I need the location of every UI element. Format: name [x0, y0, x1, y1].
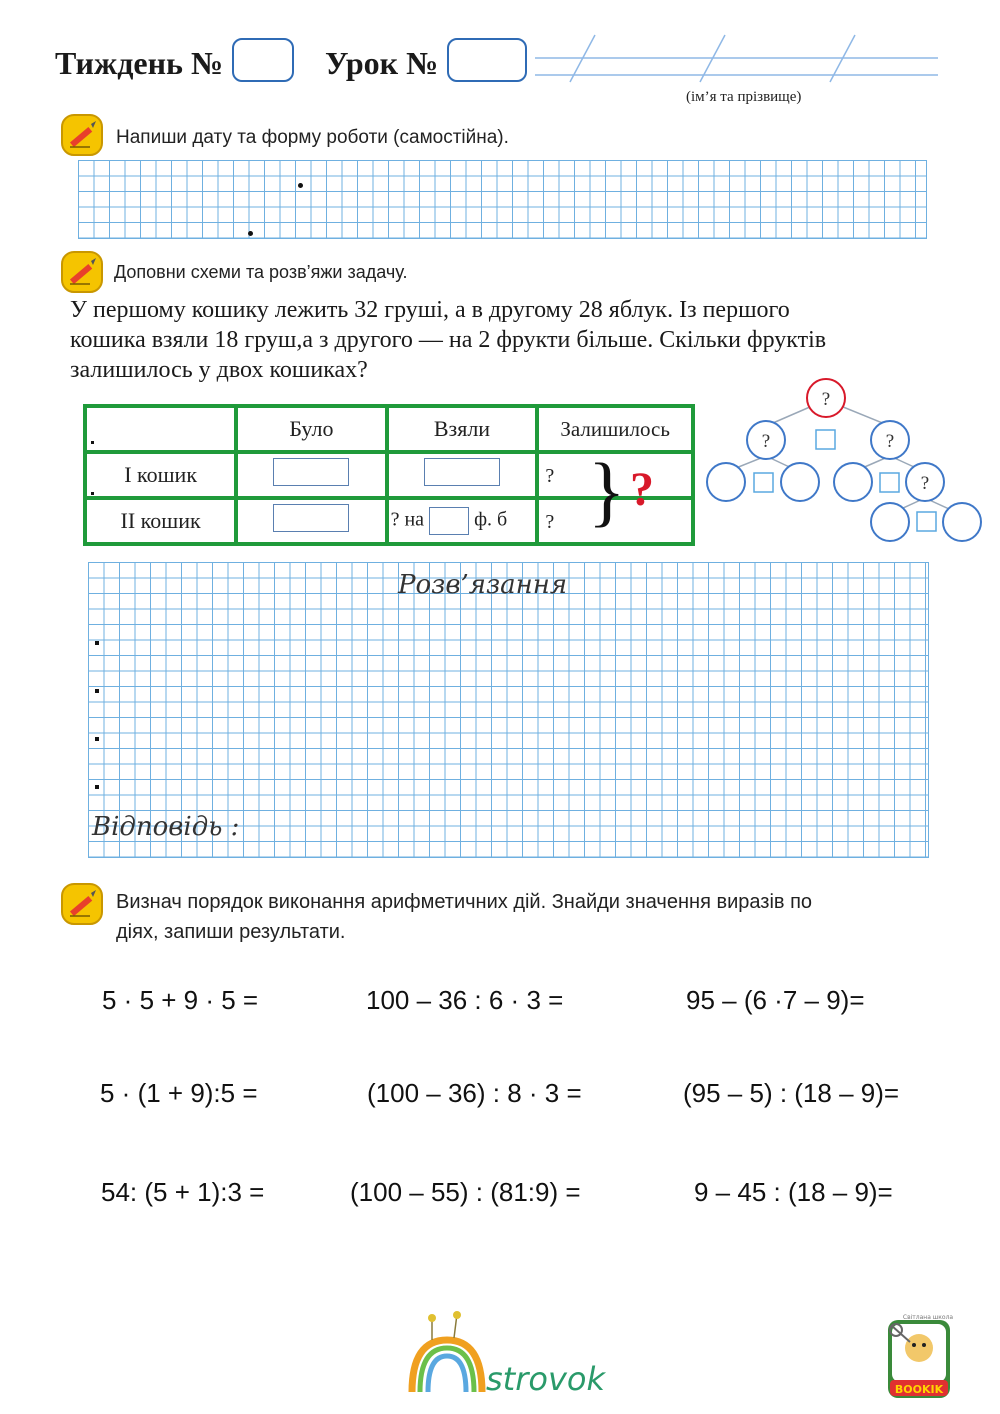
solution-title: Розв’язання	[398, 570, 568, 600]
tree-leaf[interactable]	[871, 503, 909, 541]
name-caption: (ім’я та прізвище)	[686, 89, 802, 105]
input-bulo-2[interactable]	[273, 504, 349, 532]
tree-leaf[interactable]	[943, 503, 981, 541]
input-bulo-1[interactable]	[273, 458, 349, 486]
logo-text: strovok	[486, 1360, 605, 1398]
dot	[91, 492, 94, 495]
task3-instruction-line: Визнач порядок виконання арифметичних дій. Знайди значення виразів по	[116, 891, 813, 913]
dot	[95, 641, 99, 645]
dot	[248, 231, 253, 236]
pencil-icon	[60, 250, 104, 294]
dot	[95, 737, 99, 741]
badge-caption: Світлана школа	[902, 1314, 954, 1321]
tree-op-box[interactable]	[880, 473, 899, 492]
answer-label: Відповідь :	[92, 812, 240, 842]
tree-op-box[interactable]	[754, 473, 773, 492]
bookik-badge	[884, 1312, 956, 1404]
expression: 100 – 36 : 6 · 3 =	[366, 985, 564, 1015]
tree-op-box[interactable]	[917, 512, 936, 531]
brace: }	[588, 447, 626, 534]
cell-bulo-2	[236, 498, 386, 544]
expression: 54: (5 + 1):3 =	[101, 1177, 265, 1207]
expression: 5 · 5 + 9 · 5 =	[102, 985, 259, 1015]
header-zalyshylos: Залишилось	[537, 406, 693, 452]
badge-text: BOOKIK	[894, 1383, 944, 1396]
expression: 95 – (6 ·7 – 9)=	[686, 985, 865, 1015]
cell-vzialy-2	[387, 498, 538, 544]
tree-leaf[interactable]	[834, 463, 872, 501]
tree-leaf-right-label: ?	[920, 473, 930, 494]
dot	[91, 441, 94, 444]
header-vzialy: Взяли	[387, 406, 538, 452]
tree-leaf[interactable]	[707, 463, 745, 501]
lesson-number-field[interactable]	[447, 38, 527, 82]
input-vzialy-1[interactable]	[424, 458, 500, 486]
row-label-basket-1: І кошик	[85, 452, 236, 498]
row-label-basket-2: ІІ кошик	[85, 498, 236, 544]
table-corner-cell	[85, 406, 236, 452]
taken-prefix: ? на	[390, 508, 425, 531]
input-difference[interactable]	[429, 507, 469, 535]
problem-line: У першому кошику лежить 32 груші, а в другому 28 яблук. Із першого	[70, 297, 790, 323]
task2-instruction: Доповни схеми та розв’яжи задачу.	[114, 262, 408, 282]
expression: (100 – 55) : (81:9) =	[350, 1177, 581, 1207]
task3-instruction-line: діях, запиши результати.	[116, 921, 346, 943]
tree-mid-left-label: ?	[761, 431, 771, 452]
expression: (100 – 36) : 8 · 3 =	[367, 1078, 582, 1108]
week-label: Тиждень №	[55, 45, 224, 81]
dot	[95, 785, 99, 789]
dot	[95, 689, 99, 693]
expression: 5 · (1 + 9):5 =	[100, 1078, 258, 1108]
problem-text	[70, 295, 970, 385]
left-question-1: ?	[545, 465, 555, 487]
task3-instruction	[116, 887, 812, 947]
tree-root-label: ?	[821, 389, 831, 410]
problem-line: кошика взяли 18 груш,а з другого — на 2 фрукти більше. Скільки фруктів	[70, 327, 827, 353]
tree-op-box[interactable]	[816, 430, 835, 449]
date-writing-grid[interactable]	[78, 160, 927, 239]
week-number-field[interactable]	[232, 38, 294, 82]
name-writing-lines[interactable]	[530, 30, 940, 90]
cell-bulo-1	[236, 452, 386, 498]
header-bulo: Було	[236, 406, 386, 452]
expression: 9 – 45 : (18 – 9)=	[694, 1177, 893, 1207]
pencil-icon	[60, 882, 104, 926]
expression: (95 – 5) : (18 – 9)=	[683, 1078, 900, 1108]
pencil-icon	[60, 113, 104, 157]
tree-scheme	[700, 376, 990, 546]
dot	[298, 183, 303, 188]
problem-line: залишилось у двох кошиках?	[70, 357, 368, 383]
left-question-2: ?	[545, 511, 555, 533]
tree-mid-right-label: ?	[885, 431, 895, 452]
lesson-label: Урок №	[325, 45, 439, 81]
total-question-mark: ?	[630, 463, 654, 516]
task1-instruction: Напиши дату та форму роботи (самостійна).	[116, 127, 509, 148]
cell-vzialy-1	[387, 452, 538, 498]
taken-suffix: ф. б	[474, 508, 508, 531]
ostrovok-logo	[402, 1310, 622, 1400]
tree-leaf[interactable]	[781, 463, 819, 501]
